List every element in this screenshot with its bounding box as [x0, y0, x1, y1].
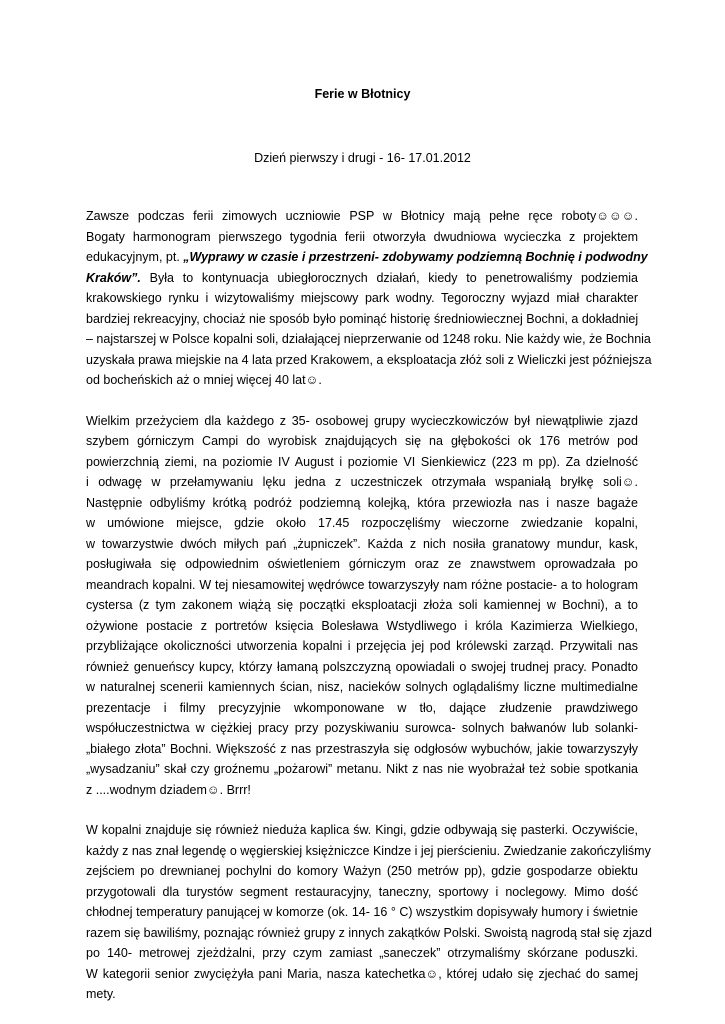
document-subtitle: Dzień pierwszy i drugi - 16- 17.01.2012: [254, 151, 471, 165]
paragraph-line: Kraków”. Była to kontynuacja ubiegłorocznych działań, kiedy to penetrowaliśmy podziemia: [86, 270, 638, 285]
paragraph-line: cystersa (z tym zakonem wiążą się początki eksploatacji złoża soli kamiennej w Bochni), a to: [86, 598, 638, 612]
paragraph-line: Wielkim przeżyciem dla każdego z 35- osobowej grupy wycieczkowiczów był niewątpliwie zjazd: [86, 413, 638, 428]
paragraph-line: posługiwała się odpowiednim oświetleniem górniczym oraz ze znawstwem oprowadzała po: [86, 557, 638, 571]
paragraph-line: meandrach kopalni. W tej niesamowitej wędrówce towarzyszyły nam różne postacie- a to hologram: [86, 577, 638, 592]
paragraph-line: chłodnej temperatury panującej w komorze (ok. 14- 16 ° C) wszystkim dopisywały humory i świetnie: [86, 905, 638, 919]
paragraph-line: W kopalni znajduje się również nieduża kaplica św. Kingi, gdzie odbywają się pasterki. Oczywiście,: [86, 823, 638, 837]
paragraph-line: każdy z nas znał legendę o węgierskiej księżniczce Kindze i jej pierścieniu. Zwiedzanie zakończyliśmy: [86, 843, 651, 858]
paragraph-line: powierzchnią ziemi, na poziomie IV August i poziomie VI Sienkiewicz (223 m pp). Za dzielność: [86, 454, 638, 469]
paragraph-line: i odwagę w przełamywaniu lęku jedna z uczestniczek otrzymała wspaniałą bryłkę soli☺.: [86, 475, 638, 489]
paragraph-line: Bogaty harmonogram pierwszego tygodnia ferii otworzyła dwudniowa wycieczka z projektem: [86, 229, 638, 244]
paragraph-line: – najstarszej w Polsce kopalni soli, działającej nieprzerwanie od 1248 roku. Nie każdy wie, że Bochnia: [86, 332, 651, 346]
paragraph-line: przybliżające okoliczności utworzenia kopalni i przejęcia jej pod królewski zarząd. Przywitali nas: [86, 639, 638, 653]
paragraph-line: w towarzystwie dwóch miłych pań „żupniczek”. Każda z nich nosiła granatowy mundur, kask,: [86, 536, 638, 551]
paragraph-line: bardziej rekreacyjny, chociaż nie sposób było pominąć historię średniowiecznej Bochni, a dokładniej: [86, 311, 639, 326]
paragraph-line: w umówione miejsce, gdzie około 17.45 rozpoczęliśmy wieczorne zwiedzanie kopalni,: [86, 516, 638, 530]
document-title: Ferie w Błotnicy: [314, 87, 411, 101]
paragraph-line: przygotowali dla turystów segment restauracyjny, taneczny, sportowy i noclegowy. Mimo dość: [86, 884, 638, 899]
paragraph-2: [86, 411, 638, 801]
paragraph-line: również genueńscy kupcy, którzy łamaną polszczyzną opowiadali o swojej trudnej pracy. Ponadto: [86, 659, 638, 674]
paragraph-line: krakowskiego rynku i wizytowaliśmy miejscowy park wodny. Tegoroczny wyjazd miał charakter: [86, 291, 638, 305]
paragraph-line: uzyskała prawa miejskie na 4 lata przed Krakowem, a eksploatacja złóż soli z Wieliczki jest późniejsza: [86, 352, 652, 367]
paragraph-line: z ....wodnym dziadem☺. Brrr!: [86, 782, 251, 797]
paragraph-line: zejściem po drewnianej pochylni do komory Ważyn (250 metrów pp), gdzie gospodarze obiektu: [86, 864, 638, 878]
paragraph-line: współuczestnictwa w ciężkiej pracy przy pozyskiwaniu surowca- solnych bałwanów lub solanki-: [86, 721, 638, 735]
paragraph-line: mety.: [86, 987, 116, 1001]
paragraph-line: Następnie odbyliśmy krótką podróż podziemną kolejką, która przewiozła nas i nasze bagaże: [86, 495, 638, 510]
paragraph-line: W kategorii senior zwyciężyła pani Maria, nasza katechetka☺, której udało się zjechać do samej: [86, 966, 638, 981]
paragraph-line: edukacyjnym, pt. „Wyprawy w czasie i przestrzeni- zdobywamy podziemną Bochnię i podwodny: [86, 250, 648, 264]
paragraph-line: „białego złota” Bochni. Większość z nas przestraszyła się odgłosów wybuchów, jakie towarzyszyły: [86, 741, 638, 756]
paragraph-line: szybem górniczym Campi do wyrobisk znajdujących się na głębokości ok 176 metrów pod: [86, 434, 638, 448]
paragraph-line: w naturalnej scenerii kamiennych ścian, nisz, nacieków solnych oglądaliśmy liczne multimedialne: [86, 680, 638, 694]
paragraph-line: prezentacje i filmy precyzyjnie wkomponowane w tło, dające złudzenie prawdziwego: [86, 700, 638, 715]
paragraph-line: razem się bawiliśmy, poznając również grupy z innych zakątków Polski. Swoistą nagrodą stał się zjazd: [86, 925, 652, 940]
paragraph-1: [86, 206, 652, 391]
paragraph-3: [86, 820, 652, 1005]
paragraph-line: od bocheńskich aż o mniej więcej 40 lat☺.: [86, 373, 322, 387]
paragraph-line: po 140- metrowej zjeżdżalni, przy czym zamiast „saneczek” otrzymaliśmy skórzane poduszki.: [86, 946, 638, 960]
paragraph-line: Zawsze podczas ferii zimowych uczniowie PSP w Błotnicy mają pełne ręce roboty☺☺☺.: [86, 209, 638, 223]
paragraph-line: „wysadzaniu” skał czy groźnemu „pożarowi” metanu. Nikt z nas nie wyobrażał też sobie spotkania: [86, 762, 638, 776]
paragraph-line: ożywione postacie z portretów księcia Bolesława Wstydliwego i króla Kazimierza Wielkiego,: [86, 618, 638, 633]
document-body: [86, 206, 652, 1005]
